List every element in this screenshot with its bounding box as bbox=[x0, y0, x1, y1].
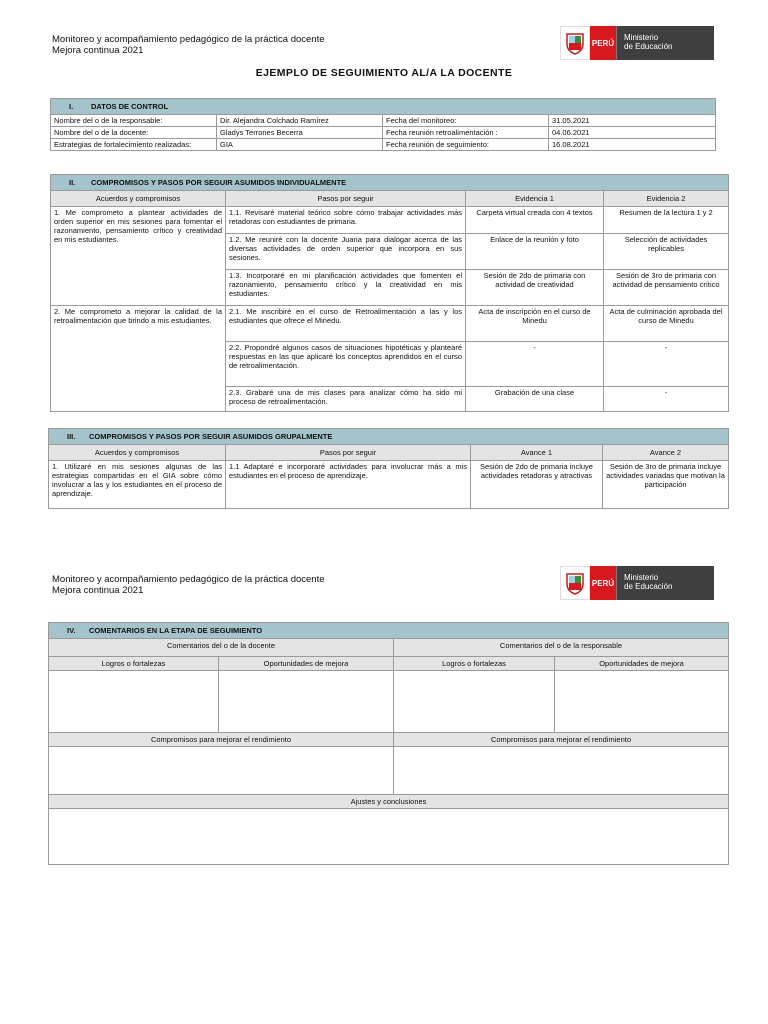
logo-ministerio: Ministerio de Educación bbox=[616, 26, 714, 60]
header-line-1: Monitoreo y acompañamiento pedagógico de la práctica docente bbox=[52, 574, 325, 585]
section-heading: II. COMPROMISOS Y PASOS POR SEGUIR ASUMIDOS INDIVIDUALMENTE bbox=[51, 175, 729, 191]
evidencia-cell: - bbox=[604, 342, 729, 387]
page-header bbox=[50, 24, 718, 70]
evidencia-cell: Grabación de una clase bbox=[466, 387, 604, 412]
field-value: 04.06.2021 bbox=[549, 127, 716, 139]
paso-cell: 2.3. Grabaré una de mis clases para analizar cómo ha sido mi proceso de retroalimentación. bbox=[226, 387, 466, 412]
oportunidades-responsable-field[interactable] bbox=[555, 671, 729, 733]
table-row bbox=[51, 115, 716, 127]
minedu-logo bbox=[560, 566, 714, 600]
evidencia-cell: Acta de culminación aprobada del curso de Minedu bbox=[604, 306, 729, 342]
acuerdo-cell: 2. Me comprometo a mejorar la calidad de la retroalimentación que brindo a mis estudiantes. bbox=[51, 306, 226, 412]
paso-cell: 1.3. Incorporaré en mi planificación actividades que fomenten el razonamiento, pensamiento crítico y la creatividad en mis estudiantes. bbox=[226, 270, 466, 306]
evidencia-cell: - bbox=[604, 387, 729, 412]
paso-cell: 1.1. Revisaré material teórico sobre cómo trabajar actividades más retadoras con estudiantes de primaria. bbox=[226, 207, 466, 234]
paso-cell: 1.1 Adaptaré e incorporaré actividades para involucrar más a mis estudiantes en el proceso de aprendizaje. bbox=[226, 461, 471, 509]
comentarios-seguimiento-table bbox=[48, 622, 729, 865]
compromisos-docente-header: Compromisos para mejorar el rendimiento bbox=[49, 733, 394, 747]
column-header: Pasos por seguir bbox=[226, 191, 466, 207]
avance-cell: Sesión de 2do de primaria incluye actividades retadoras y atractivas bbox=[471, 461, 603, 509]
column-header: Logros o fortalezas bbox=[49, 657, 219, 671]
oportunidades-docente-field[interactable] bbox=[219, 671, 394, 733]
header-line-1: Monitoreo y acompañamiento pedagógico de la práctica docente bbox=[52, 34, 325, 45]
section-heading: IV. COMENTARIOS EN LA ETAPA DE SEGUIMIENTO bbox=[49, 623, 729, 639]
compromisos-grupales-table bbox=[48, 428, 729, 509]
evidencia-cell: Resumen de la lectura 1 y 2 bbox=[604, 207, 729, 234]
logo-peru: PERÚ bbox=[590, 566, 616, 600]
coat-of-arms-icon bbox=[560, 26, 590, 60]
field-value: Dir. Alejandra Colchado Ramírez bbox=[217, 115, 383, 127]
field-label: Estrategias de fortalecimiento realizadas: bbox=[51, 139, 217, 151]
table-row bbox=[51, 127, 716, 139]
field-label: Nombre del o de la responsable: bbox=[51, 115, 217, 127]
ajustes-field[interactable] bbox=[49, 809, 729, 865]
table-row bbox=[51, 306, 729, 342]
field-value: Gladys Terrones Becerra bbox=[217, 127, 383, 139]
evidencia-cell: - bbox=[466, 342, 604, 387]
field-value: 16.08.2021 bbox=[549, 139, 716, 151]
logo-peru: PERÚ bbox=[590, 26, 616, 60]
logros-responsable-field[interactable] bbox=[394, 671, 555, 733]
evidencia-cell: Carpeta virtual creada con 4 textos bbox=[466, 207, 604, 234]
paso-cell: 1.2. Me reuniré con la docente Juana para dialogar acerca de las diversas actividades de orden superior que incorpora en sus sesiones. bbox=[226, 234, 466, 270]
responsable-comments-header: Comentarios del o de la responsable bbox=[394, 639, 729, 657]
column-header: Oportunidades de mejora bbox=[555, 657, 729, 671]
datos-de-control-table bbox=[50, 98, 716, 151]
column-header: Acuerdos y compromisos bbox=[51, 191, 226, 207]
field-label: Fecha reunión retroalimentación : bbox=[383, 127, 549, 139]
field-label: Fecha del monitoreo: bbox=[383, 115, 549, 127]
section-heading: I. DATOS DE CONTROL bbox=[51, 99, 716, 115]
column-header: Oportunidades de mejora bbox=[219, 657, 394, 671]
header-text bbox=[52, 34, 325, 56]
field-value: 31.05.2021 bbox=[549, 115, 716, 127]
minedu-logo bbox=[560, 26, 714, 60]
evidencia-cell: Sesión de 2do de primaria con actividad de creatividad bbox=[466, 270, 604, 306]
column-header: Avance 1 bbox=[471, 445, 603, 461]
document-title: EJEMPLO DE SEGUIMIENTO AL/A LA DOCENTE bbox=[255, 67, 513, 79]
paso-cell: 2.1. Me inscribiré en el curso de Retroalimentación a las y los estudiantes que ofrece el Minedu. bbox=[226, 306, 466, 342]
column-header: Acuerdos y compromisos bbox=[49, 445, 226, 461]
field-value: GIA bbox=[217, 139, 383, 151]
table-row bbox=[51, 139, 716, 151]
field-label: Fecha reunión de seguimiento: bbox=[383, 139, 549, 151]
header-text bbox=[52, 574, 325, 596]
compromisos-responsable-header: Compromisos para mejorar el rendimiento bbox=[394, 733, 729, 747]
evidencia-cell: Enlace de la reunión y foto bbox=[466, 234, 604, 270]
compromisos-docente-field[interactable] bbox=[49, 747, 394, 795]
evidencia-cell: Acta de inscripción en el curso de Minedu bbox=[466, 306, 604, 342]
column-header: Evidencia 1 bbox=[466, 191, 604, 207]
column-header: Pasos por seguir bbox=[226, 445, 471, 461]
coat-of-arms-icon bbox=[560, 566, 590, 600]
page-header bbox=[50, 564, 718, 610]
logros-docente-field[interactable] bbox=[49, 671, 219, 733]
compromisos-individuales-table bbox=[50, 174, 729, 412]
column-header: Evidencia 2 bbox=[604, 191, 729, 207]
header-line-2: Mejora continua 2021 bbox=[52, 45, 144, 56]
column-header: Logros o fortalezas bbox=[394, 657, 555, 671]
ajustes-header: Ajustes y conclusiones bbox=[49, 795, 729, 809]
acuerdo-cell: 1. Utilizaré en mis sesiones algunas de las estrategias compartidas en el GIA sobre cómo involucrar a las y los estudiantes en el proceso de aprendizaje. bbox=[49, 461, 226, 509]
acuerdo-cell: 1. Me comprometo a plantear actividades de orden superior en mis sesiones para fomentar el razonamiento, pensamiento crítico y creatividad en mis estudiantes. bbox=[51, 207, 226, 306]
evidencia-cell: Selección de actividades replicables bbox=[604, 234, 729, 270]
table-row bbox=[49, 461, 729, 509]
field-label: Nombre del o de la docente: bbox=[51, 127, 217, 139]
avance-cell: Sesión de 3ro de primaria incluye actividades variadas que motivan la participación bbox=[603, 461, 729, 509]
logo-ministerio: Ministerio de Educación bbox=[616, 566, 714, 600]
header-line-2: Mejora continua 2021 bbox=[52, 585, 144, 596]
table-row bbox=[51, 207, 729, 234]
section-heading: III. COMPROMISOS Y PASOS POR SEGUIR ASUMIDOS GRUPALMENTE bbox=[49, 429, 729, 445]
docente-comments-header: Comentarios del o de la docente bbox=[49, 639, 394, 657]
compromisos-responsable-field[interactable] bbox=[394, 747, 729, 795]
column-header: Avance 2 bbox=[603, 445, 729, 461]
paso-cell: 2.2. Propondré algunos casos de situaciones hipotéticas y plantearé respuestas en las que aplicaré los conceptos aprendidos en el curso de retroalimentación. bbox=[226, 342, 466, 387]
evidencia-cell: Sesión de 3ro de primaria con actividad de pensamiento crítico bbox=[604, 270, 729, 306]
